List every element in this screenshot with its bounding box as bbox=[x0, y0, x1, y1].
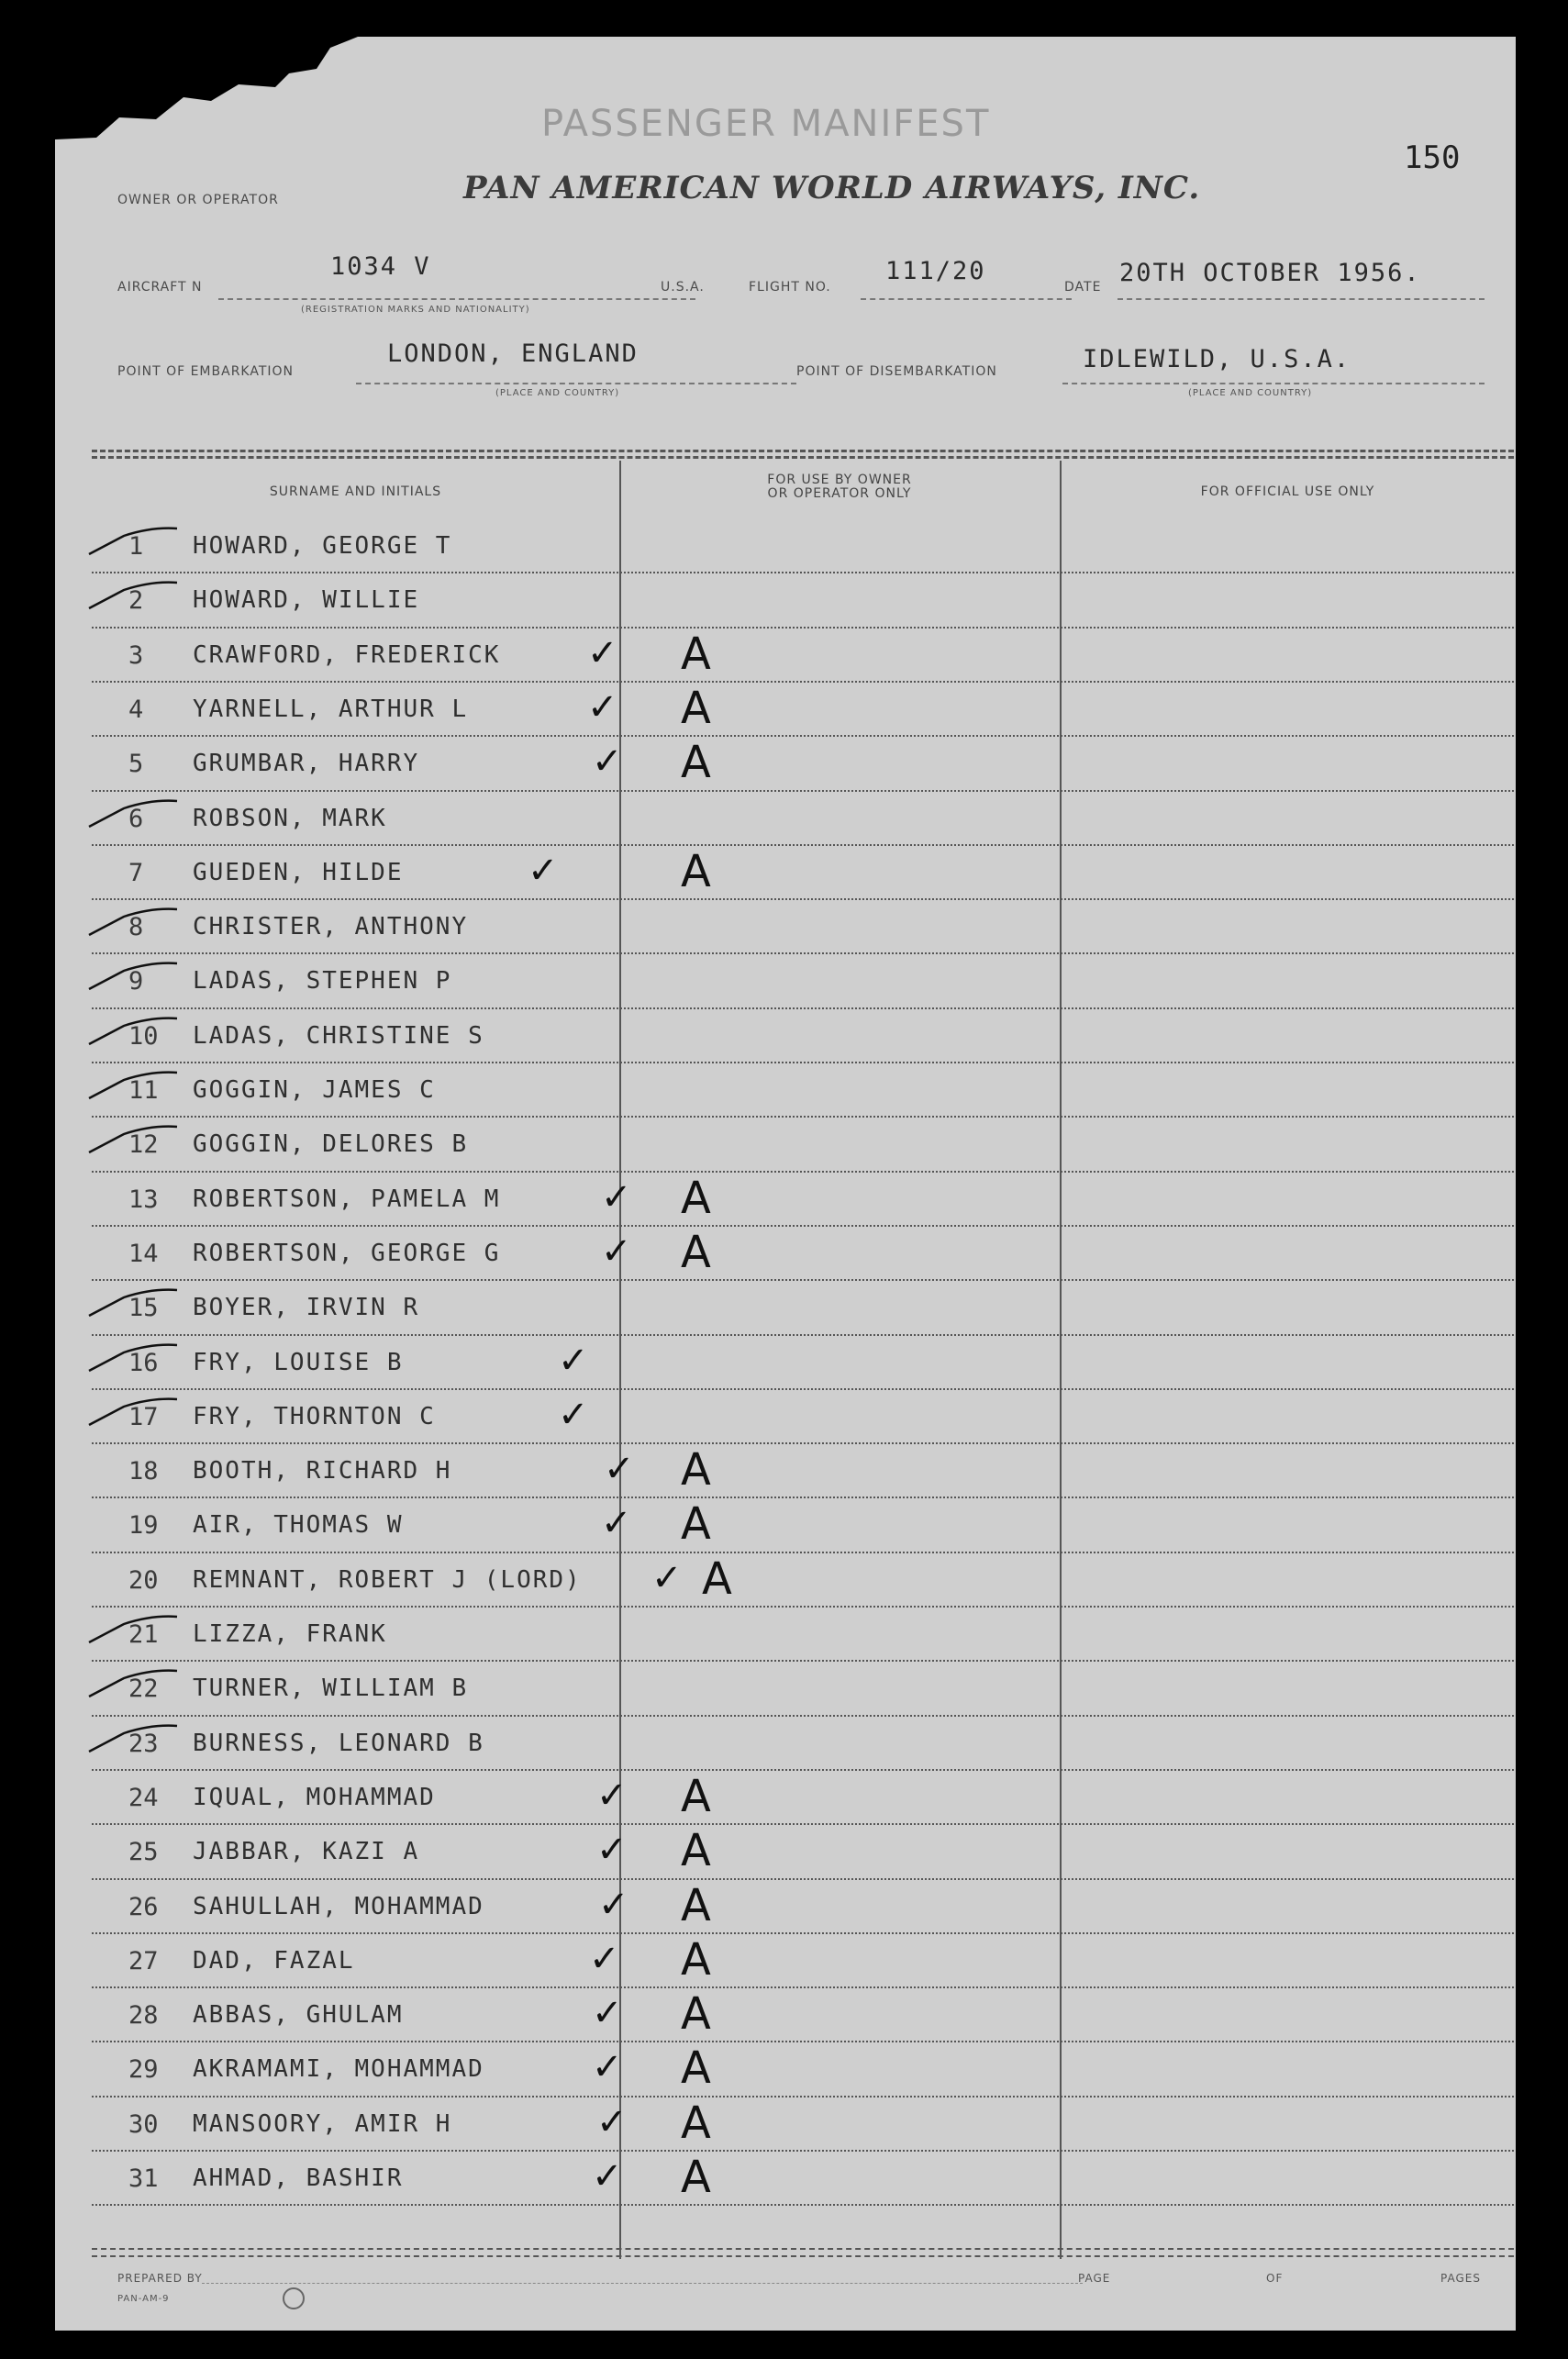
status-mark: A bbox=[681, 737, 711, 789]
row-divider bbox=[92, 681, 1514, 683]
row-divider bbox=[92, 1497, 1514, 1498]
disembarkation-label: POINT OF DISEMBARKATION bbox=[796, 364, 997, 379]
passenger-name: AHMAD, BASHIR bbox=[193, 2164, 404, 2192]
embarkation-value: LONDON, ENGLAND bbox=[387, 339, 639, 368]
passenger-name: REMNANT, ROBERT J (LORD) bbox=[193, 1565, 582, 1594]
strikethrough-mark bbox=[87, 527, 179, 556]
strikethrough-mark bbox=[87, 1397, 179, 1427]
manifest-page bbox=[55, 37, 1516, 2331]
form-title: PASSENGER MANIFEST bbox=[541, 103, 991, 145]
row-number: 10 bbox=[128, 1021, 159, 1051]
row-divider bbox=[92, 1606, 1514, 1608]
check-mark: ✓ bbox=[601, 1230, 632, 1273]
row-divider bbox=[92, 1116, 1514, 1118]
date-label: DATE bbox=[1064, 280, 1102, 295]
passenger-name: AKRAMAMI, MOHAMMAD bbox=[193, 2055, 484, 2084]
status-mark: A bbox=[681, 845, 711, 897]
status-mark: A bbox=[681, 1172, 711, 1224]
check-mark: ✓ bbox=[528, 849, 559, 892]
check-mark: ✓ bbox=[558, 1339, 589, 1382]
row-divider bbox=[92, 1007, 1514, 1009]
row-divider bbox=[92, 1279, 1514, 1281]
passenger-name: LIZZA, FRANK bbox=[193, 1620, 387, 1648]
row-number: 9 bbox=[128, 967, 144, 996]
status-mark: A bbox=[681, 628, 711, 680]
union-bug-seal bbox=[280, 2285, 307, 2312]
row-number: 22 bbox=[128, 1675, 159, 1704]
embarkation-note: (PLACE AND COUNTRY) bbox=[495, 388, 620, 398]
pages-label: PAGES bbox=[1440, 2272, 1481, 2285]
status-mark: A bbox=[681, 1770, 711, 1822]
passenger-name: HOWARD, GEORGE T bbox=[193, 532, 452, 560]
row-number: 18 bbox=[128, 1457, 159, 1486]
row-divider bbox=[92, 2041, 1514, 2042]
status-mark: A bbox=[681, 1933, 711, 1986]
row-number: 6 bbox=[128, 804, 144, 833]
row-divider bbox=[92, 1878, 1514, 1880]
column-divider-1 bbox=[619, 461, 621, 2259]
check-mark: ✓ bbox=[592, 2155, 623, 2198]
check-mark: ✓ bbox=[558, 1393, 589, 1436]
passenger-name: ROBERTSON, PAMELA M bbox=[193, 1185, 501, 1213]
passenger-name: JABBAR, KAZI A bbox=[193, 1838, 420, 1866]
strikethrough-mark bbox=[87, 1071, 179, 1100]
row-divider bbox=[92, 1171, 1514, 1173]
check-mark: ✓ bbox=[592, 1992, 623, 2035]
date-value: 20TH OCTOBER 1956. bbox=[1119, 259, 1421, 287]
status-mark: A bbox=[702, 1552, 732, 1605]
row-divider bbox=[92, 1225, 1514, 1227]
prepared-label: PREPARED BY bbox=[117, 2272, 203, 2285]
check-mark: ✓ bbox=[587, 631, 618, 674]
check-mark: ✓ bbox=[592, 740, 623, 784]
embarkation-label: POINT OF EMBARKATION bbox=[117, 364, 295, 379]
row-number: 19 bbox=[128, 1511, 159, 1541]
check-mark: ✓ bbox=[596, 1774, 628, 1817]
status-mark: A bbox=[681, 682, 711, 734]
operator-name: PAN AMERICAN WORLD AIRWAYS, INC. bbox=[463, 170, 1201, 206]
row-number: 26 bbox=[128, 1892, 159, 1921]
row-divider bbox=[92, 627, 1514, 629]
row-number: 3 bbox=[128, 640, 144, 670]
row-divider bbox=[92, 1442, 1514, 1444]
disembarkation-note: (PLACE AND COUNTRY) bbox=[1188, 388, 1313, 398]
strikethrough-mark bbox=[87, 1724, 179, 1753]
passenger-name: GOGGIN, DELORES B bbox=[193, 1130, 469, 1159]
passenger-name: GUEDEN, HILDE bbox=[193, 858, 404, 886]
row-number: 2 bbox=[128, 586, 144, 616]
aircraft-value: 1034 V bbox=[330, 252, 431, 281]
row-number: 20 bbox=[128, 1565, 159, 1595]
strikethrough-mark bbox=[87, 1343, 179, 1373]
passenger-name: AIR, THOMAS W bbox=[193, 1511, 404, 1540]
row-number: 7 bbox=[128, 858, 144, 887]
check-mark: ✓ bbox=[601, 1502, 632, 1545]
torn-corner bbox=[55, 37, 358, 147]
status-mark: A bbox=[681, 2042, 711, 2095]
passenger-name: TURNER, WILLIAM B bbox=[193, 1675, 469, 1703]
passenger-name: GRUMBAR, HARRY bbox=[193, 750, 420, 778]
usa-label: U.S.A. bbox=[661, 280, 705, 295]
check-mark: ✓ bbox=[596, 2100, 628, 2143]
row-divider bbox=[92, 952, 1514, 954]
owner-label: OWNER OR OPERATOR bbox=[117, 193, 279, 207]
row-number: 15 bbox=[128, 1294, 159, 1323]
row-divider bbox=[92, 1986, 1514, 1988]
status-mark: A bbox=[681, 1825, 711, 1877]
check-mark: ✓ bbox=[589, 1937, 620, 1980]
passenger-name: BOOTH, RICHARD H bbox=[193, 1457, 452, 1486]
strikethrough-mark bbox=[87, 1017, 179, 1046]
passenger-name: CRAWFORD, FREDERICK bbox=[193, 640, 501, 669]
passenger-name: GOGGIN, JAMES C bbox=[193, 1076, 436, 1104]
surname-column-header: SURNAME AND INITIALS bbox=[269, 484, 442, 499]
row-number: 31 bbox=[128, 2164, 159, 2193]
status-mark: A bbox=[681, 2152, 711, 2203]
row-divider bbox=[92, 790, 1514, 792]
owner-column-header-2: OR OPERATOR ONLY bbox=[767, 486, 912, 501]
row-divider bbox=[92, 1552, 1514, 1553]
row-divider bbox=[92, 1932, 1514, 1934]
owner-column-header-1: FOR USE BY OWNER bbox=[767, 473, 912, 487]
check-mark: ✓ bbox=[604, 1448, 635, 1491]
row-number: 17 bbox=[128, 1402, 159, 1431]
row-number: 21 bbox=[128, 1620, 159, 1649]
passenger-name: FRY, THORNTON C bbox=[193, 1402, 436, 1430]
row-divider bbox=[92, 1823, 1514, 1825]
row-number: 27 bbox=[128, 1946, 159, 1975]
passenger-name: BURNESS, LEONARD B bbox=[193, 1729, 484, 1757]
passenger-name: MANSOORY, AMIR H bbox=[193, 2109, 452, 2138]
passenger-name: IQUAL, MOHAMMAD bbox=[193, 1783, 436, 1811]
strikethrough-mark bbox=[87, 962, 179, 991]
column-divider-2 bbox=[1060, 461, 1062, 2259]
check-mark: ✓ bbox=[587, 685, 618, 729]
row-divider bbox=[92, 2150, 1514, 2152]
flight-value: 111/20 bbox=[885, 257, 986, 285]
row-number: 8 bbox=[128, 913, 144, 942]
row-divider bbox=[92, 1660, 1514, 1662]
status-mark: A bbox=[681, 1226, 711, 1278]
row-number: 11 bbox=[128, 1076, 159, 1105]
row-divider bbox=[92, 1388, 1514, 1390]
row-number: 28 bbox=[128, 2001, 159, 2031]
strikethrough-mark bbox=[87, 1615, 179, 1644]
passenger-name: CHRISTER, ANTHONY bbox=[193, 913, 469, 941]
row-divider bbox=[92, 898, 1514, 900]
row-number: 30 bbox=[128, 2109, 159, 2139]
passenger-name: BOYER, IRVIN R bbox=[193, 1294, 420, 1322]
check-mark: ✓ bbox=[592, 2046, 623, 2089]
passenger-name: ROBERTSON, GEORGE G bbox=[193, 1239, 501, 1267]
strikethrough-mark bbox=[87, 1288, 179, 1318]
row-divider bbox=[92, 735, 1514, 737]
check-mark: ✓ bbox=[598, 1883, 629, 1926]
passenger-name: DAD, FAZAL bbox=[193, 1946, 355, 1975]
check-mark: ✓ bbox=[596, 1829, 628, 1872]
row-divider bbox=[92, 844, 1514, 846]
page-number: 150 bbox=[1404, 139, 1461, 176]
passenger-name: SAHULLAH, MOHAMMAD bbox=[193, 1892, 484, 1920]
row-number: 24 bbox=[128, 1783, 159, 1812]
passenger-name: LADAS, STEPHEN P bbox=[193, 967, 452, 996]
passenger-name: YARNELL, ARTHUR L bbox=[193, 695, 469, 723]
registration-note: (REGISTRATION MARKS AND NATIONALITY) bbox=[301, 305, 530, 315]
row-divider bbox=[92, 1769, 1514, 1771]
page-label: PAGE bbox=[1078, 2272, 1111, 2285]
passenger-name: ROBSON, MARK bbox=[193, 804, 387, 832]
row-number: 4 bbox=[128, 695, 144, 724]
of-label: OF bbox=[1266, 2272, 1284, 2285]
passenger-name: ABBAS, GHULAM bbox=[193, 2001, 404, 2030]
status-mark: A bbox=[681, 1444, 711, 1497]
row-number: 25 bbox=[128, 1838, 159, 1867]
row-divider bbox=[92, 572, 1514, 573]
row-number: 5 bbox=[128, 750, 144, 779]
aircraft-label: AIRCRAFT N bbox=[117, 280, 203, 295]
check-mark: ✓ bbox=[651, 1556, 683, 1599]
row-number: 1 bbox=[128, 532, 144, 561]
passenger-name: HOWARD, WILLIE bbox=[193, 586, 420, 615]
row-divider bbox=[92, 1062, 1514, 1063]
strikethrough-mark bbox=[87, 907, 179, 937]
row-number: 14 bbox=[128, 1239, 159, 1268]
form-code: PAN-AM-9 bbox=[117, 2294, 170, 2304]
strikethrough-mark bbox=[87, 1669, 179, 1698]
row-divider bbox=[92, 2204, 1514, 2206]
disembarkation-value: IDLEWILD, U.S.A. bbox=[1083, 345, 1351, 373]
row-divider bbox=[92, 1334, 1514, 1336]
official-column-header: FOR OFFICIAL USE ONLY bbox=[1200, 484, 1375, 499]
check-mark: ✓ bbox=[601, 1175, 632, 1218]
status-mark: A bbox=[681, 1988, 711, 2041]
row-number: 16 bbox=[128, 1348, 159, 1377]
row-number: 13 bbox=[128, 1185, 159, 1214]
row-divider bbox=[92, 2096, 1514, 2098]
strikethrough-mark bbox=[87, 799, 179, 829]
flight-label: FLIGHT NO. bbox=[749, 280, 831, 295]
passenger-name: LADAS, CHRISTINE S bbox=[193, 1021, 484, 1050]
row-number: 12 bbox=[128, 1130, 159, 1160]
strikethrough-mark bbox=[87, 581, 179, 610]
row-number: 29 bbox=[128, 2055, 159, 2085]
row-number: 23 bbox=[128, 1729, 159, 1758]
strikethrough-mark bbox=[87, 1125, 179, 1154]
status-mark: A bbox=[681, 2097, 711, 2149]
status-mark: A bbox=[681, 1879, 711, 1931]
row-divider bbox=[92, 1715, 1514, 1717]
status-mark: A bbox=[681, 1498, 711, 1551]
passenger-name: FRY, LOUISE B bbox=[193, 1348, 404, 1376]
